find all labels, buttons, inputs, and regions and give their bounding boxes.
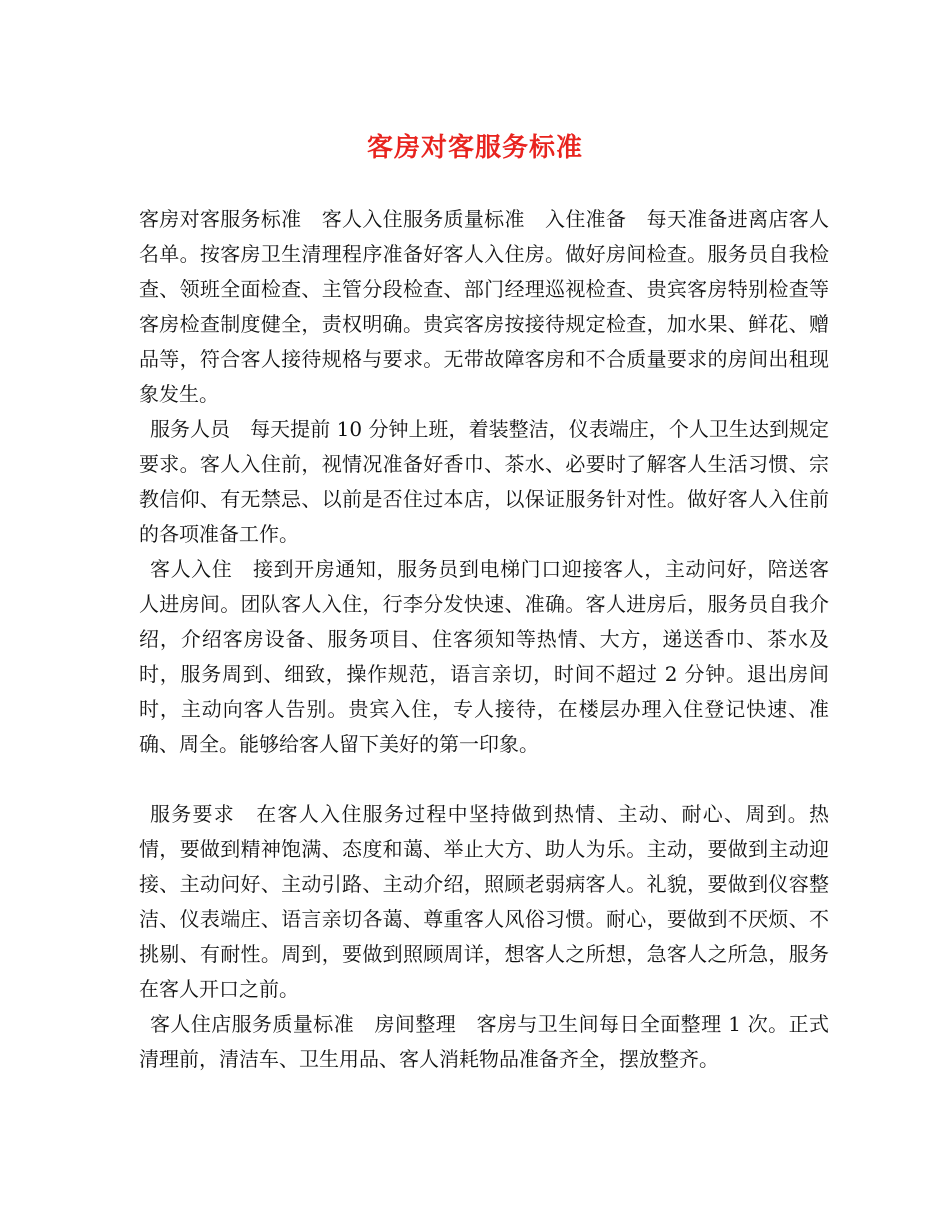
paragraph-service-staff: 服务人员 每天提前 10 分钟上班，着装整洁，仪表端庄，个人卫生达到规定要求。客人入住前，视情况准备好香巾、茶水、必要时了解客人生活习惯、宗教信仰、有无禁忌、以前是否住过本店，以保证服务针对性。做好客人入住前的各项准备工作。	[139, 417, 829, 546]
document-title: 客房对客服务标准	[366, 133, 583, 163]
paragraph-in-stay-service-standard: 客人住店服务质量标准 房间整理 客房与卫生间每日全面整理 1 次。正式清理前，清洁车、卫生用品、客人消耗物品准备齐全，摆放整齐。	[139, 1012, 829, 1071]
paragraph-room-preparation: 客房对客服务标准 客人入住服务质量标准 入住准备 每天准备进离店客人名单。按客房卫生清理程序准备好客人入住房。做好房间检查。服务员自我检查、领班全面检查、主管分段检查、部门经理巡视检查、贵宾客房特别检查等客房检查制度健全，责权明确。贵宾客房按接待规定检查，加水果、鲜花、赠品等，符合客人接待规格与要求。无带故障客房和不合质量要求的房间出租现象发生。	[139, 207, 829, 406]
document-body	[139, 202, 829, 1077]
paragraph-service-requirements: 服务要求 在客人入住服务过程中坚持做到热情、主动、耐心、周到。热情，要做到精神饱满、态度和蔼、举止大方、助人为乐。主动，要做到主动迎接、主动问好、主动引路、主动介绍，照顾老弱病客人。礼貌，要做到仪容整洁、仪表端庄、语言亲切各蔼、尊重客人风俗习惯。耐心，要做到不厌烦、不挑剔、有耐性。周到，要做到照顾周详，想客人之所想，急客人之所急，服务在客人开口之前。	[139, 802, 829, 1001]
paragraph-guest-check-in: 客人入住 接到开房通知，服务员到电梯门口迎接客人，主动问好，陪送客人进房间。团队客人入住，行李分发快速、准确。客人进房后，服务员自我介绍，介绍客房设备、服务项目、住客须知等热情、大方，递送香巾、茶水及时，服务周到、细致，操作规范，语言亲切，时间不超过 2 分钟。退出房间时，主动向客人告别。贵宾入住，专人接待，在楼层办理入住登记快速、准确、周全。能够给客人留下美好的第一印象。	[139, 557, 829, 756]
